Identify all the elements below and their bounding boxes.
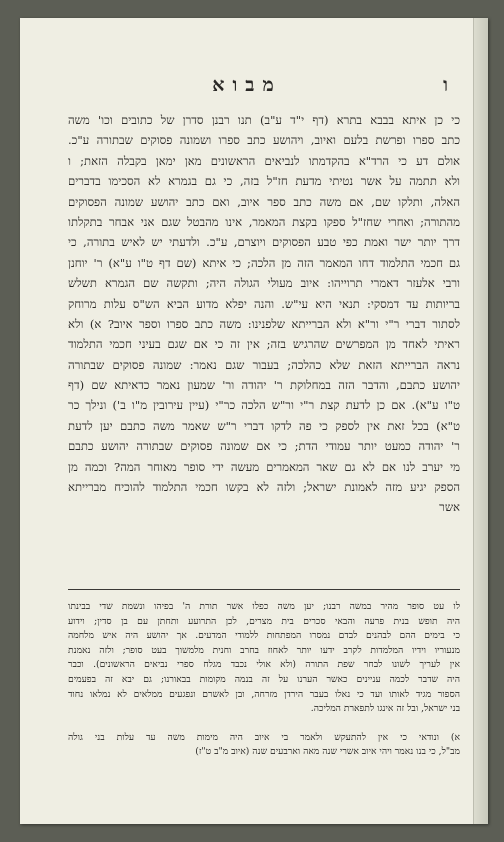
footnote-line: בני ישראל, ובל זה אינגו לתפארת המליכה. [310,703,460,715]
footnotes [68,600,460,760]
catchword: אשר [439,500,460,515]
page-gutter [473,18,488,824]
text-line: גם חכמי התלמוד דחו המאמר הזה מן הלכה; כי איתא (שם דף ט"ו ע"א) ר' יוחנן [68,255,460,270]
footnote-line: כי בימים ההם לבהנים לבדם נמסרו המפתחות ללמודי המדעים. אך יהושע היה איש מלחמה [68,630,460,642]
text-line: לסתור דברי ר"י ור"א ולא הברייתא שלפנינו: משה כתב ספרו וספר איוב? א) ולא [68,316,460,331]
footnote-a-line: א) ונודאי כי אין להתעקש ולאמר בי איוב היה מימות משה עד עלות בני גולה [68,731,460,743]
page-header [46,72,448,98]
footnote-line: הספור מגיד לאותו ועד כי נאלו בעבר הירדן מזרחה, ובן לאשרם ונפגעים ממלאים לא נמלאו נחוד [68,688,460,700]
text-line: ורבי אלעזר דאמרי תרוייהו: איוב מעולי הגולה היה; ותקשה שם הגמרא תשלש [68,276,460,291]
footnote-divider [68,589,460,590]
text-line: הספק יגיע מזה לאמונת ישראל; ולזה לא בקשו חכמי התלמוד להוכיח מברייתא [68,480,460,495]
footnote-gap [68,717,460,731]
text-line: נראה הברייתא הזאת שלא כהלכה; בעבור שגם נאמר: שמונה פסוקים שבתורה [68,357,460,372]
page-number: ו [443,74,448,96]
footnote-line: לו עט סופר מהיר במשה רבנו; יען משה כפלו אשר תורת ה' בפיהו ונשמת שדי בבינתו [68,601,460,612]
text-line: מי יערב לנו אם לא גם שאר המאמרים מעשה ידי סופר מאוחר המה? וכמה מן [68,459,460,474]
main-text [68,110,460,518]
text-line: ט"ו ע"א). אם כן לדעת קצת ר"י ור"ש הלכה כר"י (עיין עירובין מ"ו ב') ונילך כר [68,398,460,413]
text-line: ט"א) בכל זאת אין לספק כי פה לדקו דברי ר"ש שאמר משה כתבם יען לדעת [68,418,460,433]
text-line: כי כן איתא בבבא בתרא (דף י"ד ע"ב) תנו רבנן סדרן של כתובים וכו' משה [68,113,460,127]
text-line: ר' יהודה כמעט יותר עמודי הדת; כי אם שמונה פסוקים שבתורה יהושע כתבם [68,439,460,454]
text-line: כתב ספרו ופרשת בלעם ואיוב, ויהושע כתב ספרו ושמונה פסוקים שבתורה ע"כ. [68,133,460,148]
running-title: מבוא [212,74,282,96]
text-line: אולם דע כי הרד"א בהקדמתו לנביאים הראשונים מאן ימאן בקבלה הזאת; ו [68,153,460,168]
text-line: ולא תתמה על אשר נטיתי מדעת חז"ל בזה, כי גם בגמרא לא הסכימו בדברים [68,174,460,189]
text-line: ראיתי לאחד מן המפרשים שהרגיש בזה; אין זה כי אם שגם בעיני חכמי התלמוד [68,337,460,352]
text-line: מהתורה; ואחרי שחז"ל ספקו בקצת המאמר, אינו מהבטל שגם אני אבחר בתקלתו [68,214,460,229]
book-page [20,18,488,824]
footnote-line: אין לעריך לשונו לבחר שפת התורה (ולא אולי נכבד מגלח ספרי נביאים הראשונים). וכבר [68,659,460,671]
footnote-line: היה שדבר לכמה עניינים כאשר הערנו על זה בנמה מקומות בבאורנו; גם יבא זה בפעמים [68,673,460,685]
footnote-line: מנעוריו וידיו המלמדות לקרב ידעו יותר לאחוז בחרב וחנית מלמשוך בעט סופר; ולזה נאמנת [68,644,460,656]
text-line: דרך יותר ישר ואמת כפי טבע הפסוקים ויוצרם, ע"כ. ולדעתי יש לאיש בתורה, כי [68,235,460,250]
text-line: בריותות עד דמסקי: תנאי היא עי"ש. והנה יפלא מדוע הביא הש"ס עלות מרוחק [68,296,460,311]
footnote-a-line: מב"ל, כי בנו נאמר ויהי איוב אשרי שנה מאה וארבעים שנה (איוב מ"ב ט"ז) [195,746,460,758]
footnote-line: היה תופש בנית פרעה והבאי סכרים בית מצרים, לכן התרועע ותחתן עם בן סדין; וידוע [68,615,460,627]
text-line: יהושע כתבם, והדבר הזה במחלוקת ר' יהודה ור' שמעון נאמר כדאיתא שם (דף [68,378,460,393]
text-line: האלה, ותלקו שם, אם משה כתב ספר איוב, ואם כתב יהושע שמונה הפסוקים [68,194,460,209]
